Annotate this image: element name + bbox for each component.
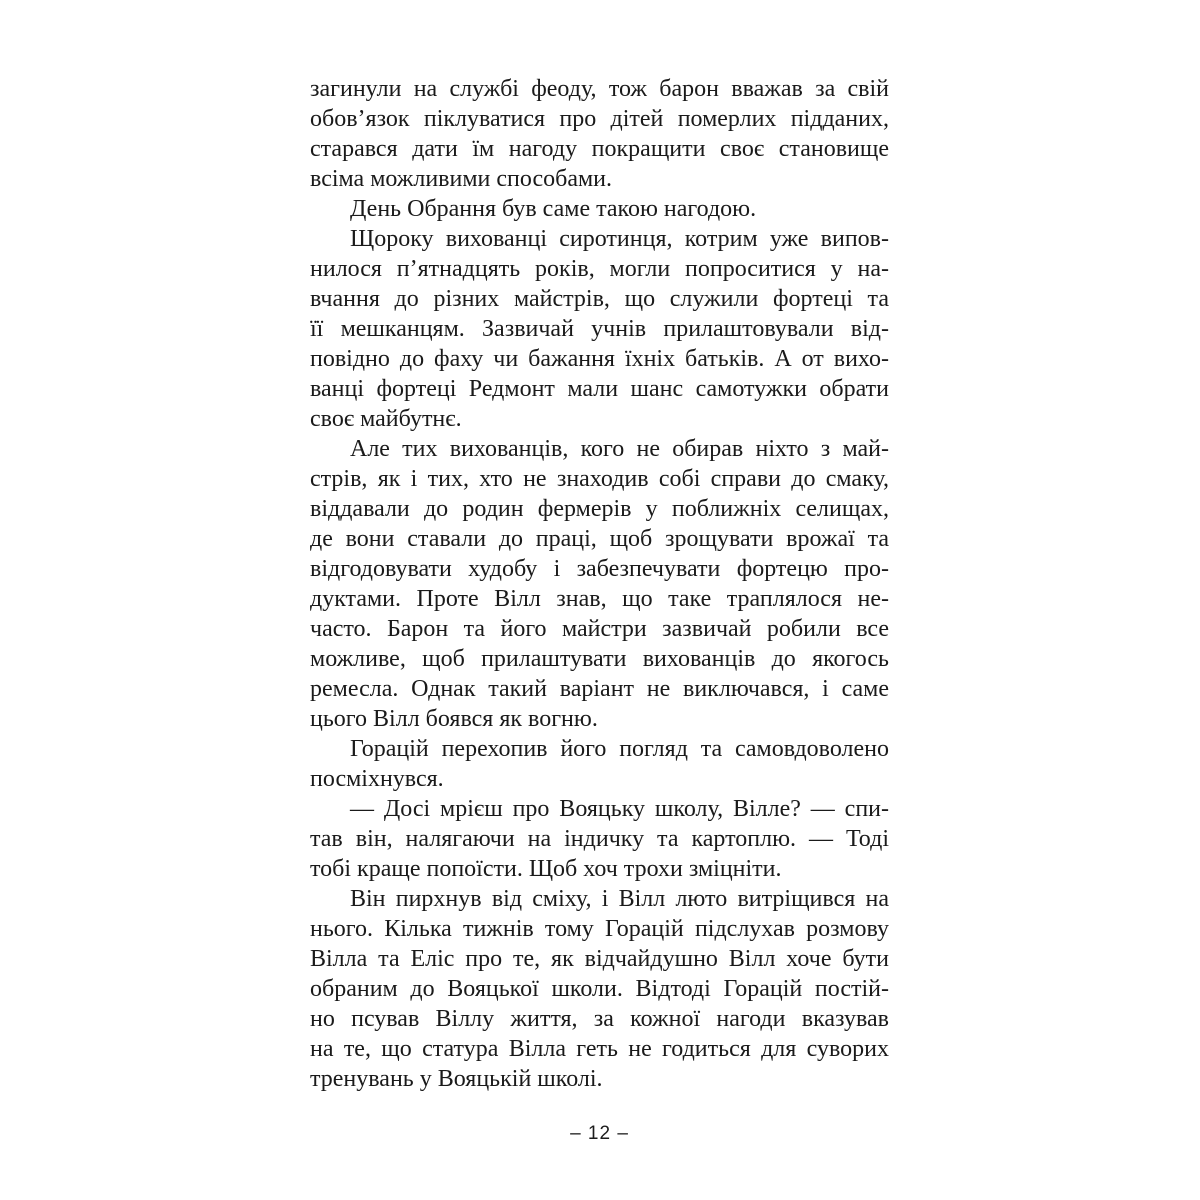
text-line: посміхнувся. [310,766,444,792]
text-line: Щороку вихованці сиротинця, котрим уже випов- [350,226,889,252]
text-line: нилося п’ятнадцять років, могли попроситися у на- [310,256,889,282]
paragraph [310,224,889,434]
text-line: стрів, як і тих, хто не знаходив собі справи до смаку, [310,466,889,492]
text-line: загинули на службі феоду, тож барон вважав за свій [310,76,889,102]
text-line: повідно до фаху чи бажання їхніх батьків. А от вихо- [310,346,889,372]
text-line: Вілла та Еліс про те, як відчайдушно Вілл хоче бути [310,946,889,972]
text-line: своє майбутнє. [310,406,462,432]
text-line: часто. Барон та його майстри зазвичай робили все [310,616,889,642]
text-line: Він пирхнув від сміху, і Вілл люто витріщився на [350,886,889,912]
text-line: вчання до різних майстрів, що служили фортеці та [310,286,889,312]
text-line: — Досі мрієш про Вояцьку школу, Вілле? — спи- [350,796,889,822]
text-line: її мешканцям. Зазвичай учнів прилаштовували від- [310,316,889,342]
text-line: на те, що статура Вілла геть не годиться для суворих [310,1036,889,1062]
text-line: ванці фортеці Редмонт мали шанс самотужки обрати [310,376,889,402]
text-line: тав він, налягаючи на індичку та картоплю. — Тоді [310,826,889,852]
text-line: старався дати їм нагоду покращити своє становище [310,136,889,162]
page-number: – 12 – [570,1123,629,1144]
text-line: обраним до Вояцької школи. Відтоді Горацій постій- [310,976,889,1002]
text-line: Але тих вихованців, кого не обирав ніхто з май- [350,436,889,462]
text-line: де вони ставали до праці, щоб зрощувати врожаї та [310,526,889,552]
text-line: відгодовувати худобу і забезпечувати фортецю про- [310,556,889,582]
text-line: цього Вілл боявся як вогню. [310,706,598,732]
text-line: можливе, щоб прилаштувати вихованців до якогось [310,646,889,672]
text-line: тобі краще попоїсти. Щоб хоч трохи зміцніти. [310,856,782,882]
text-line: ремесла. Однак такий варіант не виключався, і саме [310,676,889,702]
page-text [310,74,889,1094]
text-line: всіма можливими способами. [310,166,613,192]
paragraph [310,884,889,1094]
paragraph [310,74,889,194]
paragraph [310,794,889,884]
paragraph [310,734,889,794]
paragraph [310,194,889,224]
text-line: обов’язок піклуватися про дітей померлих підданих, [310,106,889,132]
text-line: Горацій перехопив його погляд та самовдоволено [350,736,889,762]
paragraph [310,434,889,734]
text-line: нього. Кілька тижнів тому Горацій підслухав розмову [310,916,889,942]
text-line: тренувань у Вояцькій школі. [310,1066,603,1092]
text-line: День Обрання був саме такою нагодою. [350,196,757,222]
text-line: віддавали до родин фермерів у поближніх селищах, [310,496,889,522]
text-line: но псував Віллу життя, за кожної нагоди вказував [310,1006,889,1032]
text-line: дуктами. Проте Вілл знав, що таке траплялося не- [310,586,889,612]
